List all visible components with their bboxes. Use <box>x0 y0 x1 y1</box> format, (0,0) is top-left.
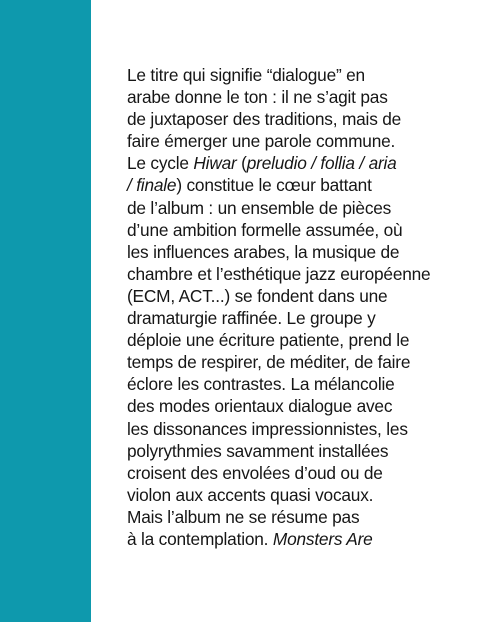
article-line <box>127 395 497 417</box>
text-run: temps de respirer, de méditer, de faire <box>127 352 411 373</box>
article-line <box>127 351 497 373</box>
text-run: de juxtaposer des traditions, mais de <box>127 109 402 130</box>
text-run: de l’album : un ensemble de pièces <box>127 197 392 218</box>
text-run: les dissonances impressionnistes, les <box>127 418 408 439</box>
text-run: dramaturgie raffinée. Le groupe y <box>127 308 376 329</box>
article-line <box>127 528 497 550</box>
text-run: chambre et l’esthétique jazz européenne <box>127 263 431 284</box>
article-line <box>127 307 497 329</box>
italic-text: Hiwar <box>193 153 237 174</box>
text-run: les influences arabes, la musique de <box>127 241 400 262</box>
text-run: éclore les contrastes. La mélancolie <box>127 374 395 395</box>
article-line <box>127 373 497 395</box>
article-line <box>127 241 497 263</box>
article-line <box>127 440 497 462</box>
italic-text: / finale <box>127 175 177 196</box>
text-run: polyrythmies savamment installées <box>127 440 389 461</box>
text-run: Le titre qui signifie “dialogue” en <box>127 65 365 85</box>
article-line <box>127 462 497 484</box>
article-line <box>127 329 497 351</box>
article-line <box>127 484 497 506</box>
italic-text: Monsters Are <box>272 528 373 549</box>
article-body <box>127 64 497 550</box>
text-run: d’une ambition formelle assumée, où <box>127 219 403 240</box>
text-run: (ECM, ACT...) se fondent dans une <box>127 285 388 306</box>
text-run: Le cycle <box>127 153 194 174</box>
article-line <box>127 174 497 196</box>
text-run: ( <box>236 153 247 174</box>
article-line <box>127 108 497 130</box>
article-line <box>127 86 497 108</box>
text-run: des modes orientaux dialogue avec <box>127 396 393 417</box>
article-line <box>127 219 497 241</box>
article-line <box>127 197 497 219</box>
text-run: faire émerger une parole commune. <box>127 131 396 152</box>
article-line <box>127 64 497 86</box>
text-run: croisent des envolées d’oud ou de <box>127 462 383 483</box>
text-run: déploie une écriture patiente, prend le <box>127 330 410 351</box>
text-run: violon aux accents quasi vocaux. <box>127 484 374 505</box>
text-run: arabe donne le ton : il ne s’agit pas <box>127 87 388 108</box>
article-line <box>127 263 497 285</box>
text-run: à la contemplation. <box>127 528 273 549</box>
italic-text: preludio / follia / aria <box>246 153 397 174</box>
article-line <box>127 152 497 174</box>
text-run: Mais l’album ne se résume pas <box>127 506 360 527</box>
article-line <box>127 285 497 307</box>
article-line <box>127 418 497 440</box>
side-color-band <box>0 0 91 622</box>
text-run: ) constitue le cœur battant <box>176 175 372 196</box>
article-line <box>127 130 497 152</box>
article-line <box>127 506 497 528</box>
